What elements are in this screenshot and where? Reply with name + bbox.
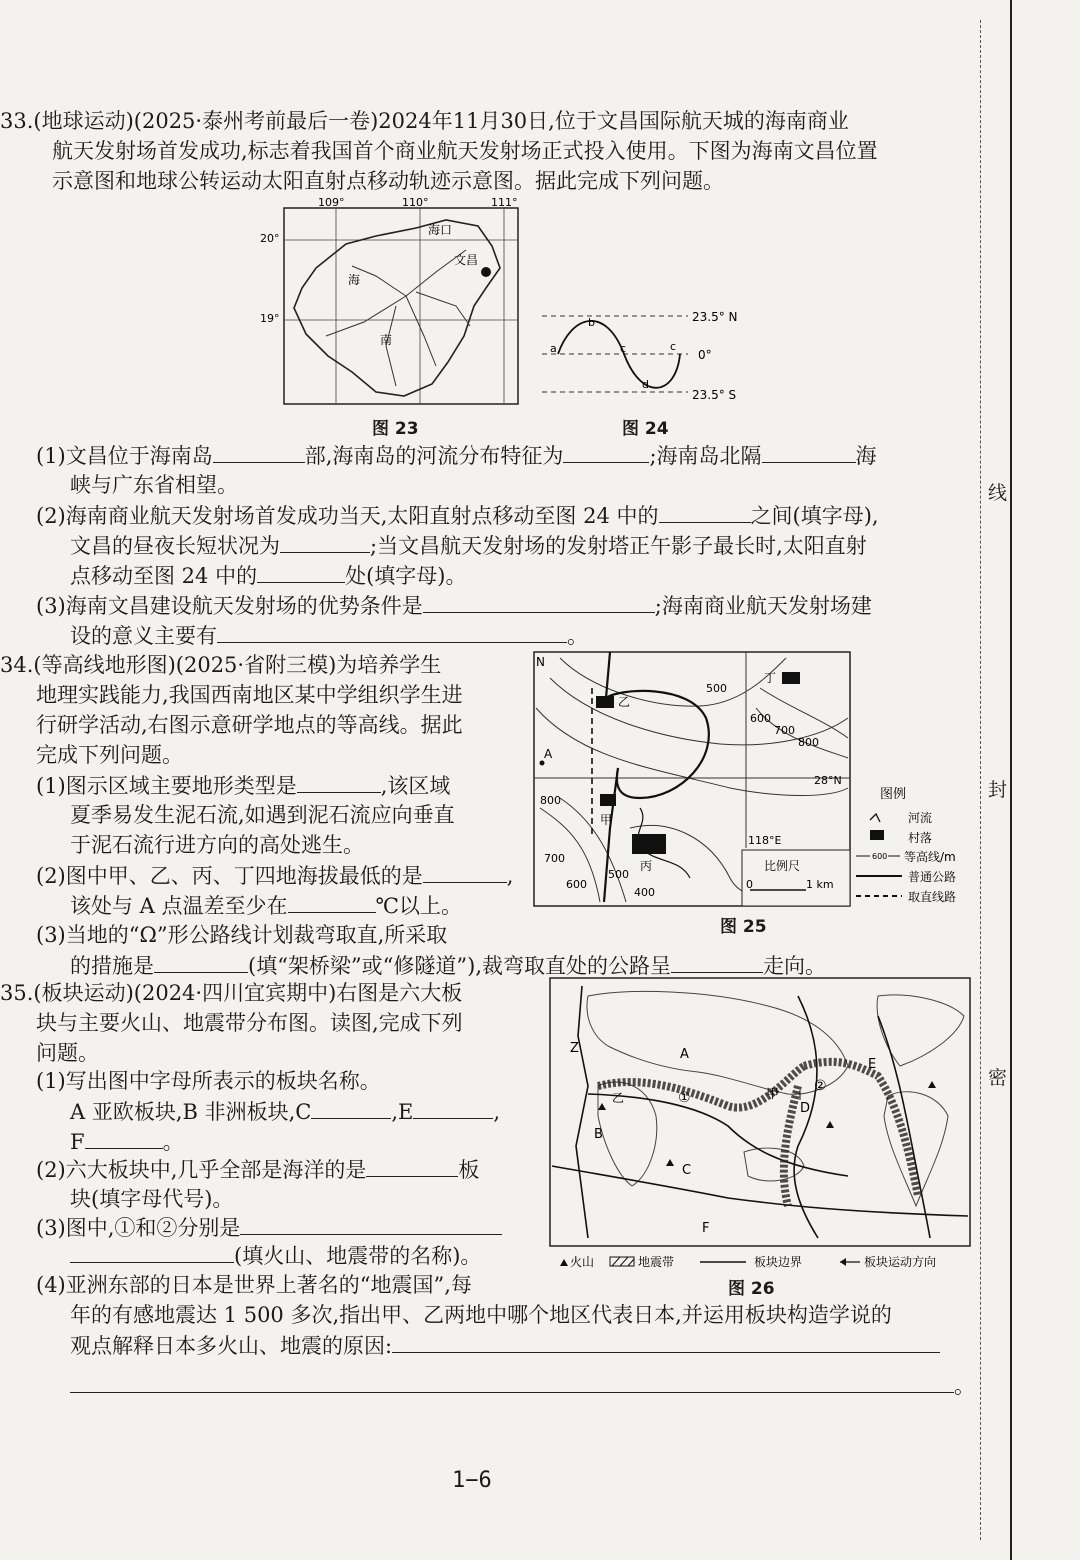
equator-label: 0° [698, 348, 712, 362]
binding-solid-line [1010, 0, 1012, 1560]
q35-blank-f[interactable] [85, 1126, 163, 1149]
q35-sub3-line1: (3)图中,①和②分别是 [36, 1212, 502, 1243]
legend-village: 村落 [908, 831, 933, 845]
scale-one-km: 1 km [806, 878, 834, 891]
label-haikou: 海口 [428, 223, 453, 237]
q33-line1: 33.(地球运动)(2025·泰州考前最后一卷)2024年11月30日,位于文昌国际航天城的海南商业 [0, 109, 849, 133]
marker-2: ② [814, 1078, 827, 1094]
plate-d: D [800, 1101, 811, 1116]
label-jia: 甲 [766, 1087, 780, 1102]
q34-blank-4[interactable] [154, 950, 248, 973]
contour-500-a: 500 [706, 682, 727, 695]
wenchang-launch-site-marker [481, 267, 491, 277]
q34-line2: 地理实践能力,我国西南地区某中学组织学生进 [36, 683, 463, 707]
q33-sub2-line3: 点移动至图 24 中的 处(填字母)。 [70, 560, 466, 591]
label-wenchang: 文昌 [454, 253, 479, 267]
q35-sub3-line2: (填火山、地震带的名称)。 [70, 1240, 481, 1271]
legend-straight-route: 取直线路 [908, 890, 957, 904]
label-z: Z [570, 1041, 579, 1056]
figure-25-caption: 图 25 [720, 917, 767, 937]
label-jia: 甲 [600, 813, 613, 827]
label-nan: 南 [380, 333, 393, 347]
contour-600-b: 600 [566, 878, 587, 891]
lon-110: 110° [402, 196, 429, 209]
binding-char-line: 线 [988, 482, 1008, 504]
point-c1: c [620, 342, 627, 355]
point-c2: c [670, 340, 677, 353]
q34-sub3-line2: 的措施是 (填“架桥梁”或“修隧道”),裁弯取直处的公路呈 走向。 [70, 950, 826, 981]
contour-700-a: 700 [774, 724, 795, 737]
village-yi-marker [596, 696, 614, 708]
scale-title: 比例尺 [764, 859, 801, 873]
q35-blank-belts-1[interactable] [240, 1212, 502, 1235]
page-number: 1−6 [452, 1468, 492, 1493]
village-ding-marker [782, 672, 800, 684]
q35-blank-ocean-plate[interactable] [366, 1154, 458, 1177]
q33-sub3-line1: (3)海南文昌建设航天发射场的优势条件是 ;海南商业航天发射场建 [36, 590, 872, 621]
lon-111: 111° [491, 196, 518, 209]
contour-700-b: 700 [544, 852, 565, 865]
legend-title: 图例 [880, 787, 907, 802]
q35-sub4-line2: 年的有感地震达 1 500 多次,指出甲、乙两地中哪个地区代表日本,并运用板块构造学说的 [70, 1303, 892, 1327]
plate-a: A [680, 1047, 689, 1062]
q33-sub3-line2: 设的意义主要有 。 [70, 620, 588, 651]
figure-24-subsolar-track [538, 304, 758, 408]
q35-sub4-line3: 观点解释日本多火山、地震的原因: [70, 1330, 940, 1361]
label-yi: 乙 [612, 1091, 625, 1105]
contour-500-b: 500 [608, 868, 629, 881]
scale-zero: 0 [746, 878, 753, 891]
q35-line3: 问题。 [36, 1041, 99, 1065]
legend-contour: 等高线/m [904, 850, 956, 864]
q33-line3: 示意图和地球公转运动太阳直射点移动轨迹示意图。据此完成下列问题。 [52, 169, 724, 193]
q33-blank-5[interactable] [280, 530, 370, 553]
label-hai: 海 [348, 273, 361, 287]
q33-sub1-line2: 峡与广东省相望。 [70, 473, 238, 497]
q34-blank-1[interactable] [297, 770, 381, 793]
q35-line1: 35.(板块运动)(2024·四川宜宾期中)右图是六大板 [0, 981, 463, 1005]
q35-sub1-line1: (1)写出图中字母所表示的板块名称。 [36, 1069, 381, 1093]
binding-char-secret: 密 [988, 1067, 1008, 1089]
label-bing: 丙 [640, 859, 653, 873]
plate-c: C [682, 1163, 692, 1178]
legend-volcano: 火山 [570, 1255, 595, 1269]
lat-20: 20° [260, 232, 280, 245]
q34-sub1-line3: 于泥石流行进方向的高处逃生。 [70, 833, 364, 857]
figure-23-hainan-map [256, 196, 526, 412]
label-yi: 乙 [618, 695, 631, 709]
figure-23-caption: 图 23 [372, 419, 419, 439]
plate-e: E [868, 1057, 877, 1072]
q35-sub2-line1: (2)六大板块中,几乎全部是海洋的是 板 [36, 1154, 479, 1185]
q35-line2: 块与主要火山、地震带分布图。读图,完成下列 [36, 1011, 463, 1035]
village-jia-marker [600, 794, 616, 806]
road-omega-loop [604, 652, 709, 902]
q35-sub2-line2: 块(填字母代号)。 [70, 1187, 234, 1211]
point-a-label: A [544, 747, 553, 761]
q34-sub3-line1: (3)当地的“Ω”形公路线计划裁弯取直,所采取 [36, 923, 448, 947]
q35-blank-belts-2[interactable] [70, 1240, 234, 1263]
legend-road: 普通公路 [908, 870, 957, 884]
q33-sub2-line2: 文昌的昼夜长短状况为 ;当文昌航天发射场的发射塔正午影子最长时,太阳直射 [70, 530, 867, 561]
figure-26-plate-map [548, 976, 976, 1272]
legend-contour-value: 600 [872, 852, 888, 861]
q34-line3: 行研学活动,右图示意研学地点的等高线。据此 [36, 713, 463, 737]
q34-sub2-line1: (2)图中甲、乙、丙、丁四地海拔最低的是 , [36, 860, 513, 891]
contour-600-a: 600 [750, 712, 771, 725]
village-bing-marker [632, 834, 666, 854]
q33-line2: 航天发射场首发成功,标志着我国首个商业航天发射场正式投入使用。下图为海南文昌位置 [52, 139, 878, 163]
lat-28n: 28°N [814, 774, 842, 787]
q33-sub2-line1: (2)海南商业航天发射场首发成功当天,太阳直射点移动至图 24 中的 之间(填字母), [36, 500, 879, 531]
q33-blank-7[interactable] [423, 590, 655, 613]
point-a: a [550, 342, 557, 355]
tropic-south-label: 23.5° S [692, 388, 737, 402]
q34-line1: 34.(等高线地形图)(2025·省附三模)为培养学生 [0, 653, 442, 677]
binding-char-seal: 封 [988, 779, 1008, 801]
q35-blank-c[interactable] [311, 1096, 391, 1119]
q34-blank-2[interactable] [423, 860, 507, 883]
point-b: b [588, 316, 595, 329]
q35-blank-japan-2[interactable] [70, 1370, 954, 1393]
legend-quake-belt: 地震带 [638, 1255, 675, 1269]
contour-800-a: 800 [798, 736, 819, 749]
legend-plate-boundary: 板块边界 [754, 1255, 803, 1269]
point-d: d [642, 378, 649, 391]
lon-118e: 118°E [748, 834, 782, 847]
north-arrow: N [536, 655, 545, 669]
q34-blank-3[interactable] [288, 890, 376, 913]
tropic-north-label: 23.5° N [692, 310, 738, 324]
lat-19: 19° [260, 312, 280, 325]
q34-sub2-line2: 该处与 A 点温差至少在 ℃以上。 [70, 890, 462, 921]
q34-sub1-line1: (1)图示区域主要地形类型是 ,该区域 [36, 770, 450, 801]
q34-blank-5[interactable] [671, 950, 763, 973]
q33-blank-8[interactable] [217, 620, 567, 643]
q33-blank-2[interactable] [563, 440, 649, 463]
plate-f: F [702, 1221, 710, 1236]
q35-blank-japan-1[interactable] [392, 1330, 940, 1353]
q33-sub1-line1: (1)文昌位于海南岛 部,海南岛的河流分布特征为 ;海南岛北隔 海 [36, 440, 877, 471]
q33-blank-4[interactable] [659, 500, 751, 523]
hainan-island-outline [294, 220, 500, 396]
q34-sub1-line2: 夏季易发生泥石流,如遇到泥石流应向垂直 [70, 803, 455, 827]
figure-25-contour-map [530, 648, 980, 910]
plate-b: B [594, 1127, 603, 1142]
figure-24-caption: 图 24 [622, 419, 669, 439]
legend-plate-motion: 板块运动方向 [864, 1255, 937, 1269]
q33-blank-3[interactable] [762, 440, 856, 463]
marker-1: ① [678, 1090, 691, 1106]
q33-blank-1[interactable] [213, 440, 305, 463]
binding-dashed-line [980, 20, 981, 1540]
q35-sub4-line4: 。 [70, 1370, 975, 1401]
q35-sub4-line1: (4)亚洲东部的日本是世界上著名的“地震国”,每 [36, 1273, 472, 1297]
q35-blank-e[interactable] [413, 1096, 493, 1119]
q34-line4: 完成下列问题。 [36, 743, 183, 767]
lon-109: 109° [318, 196, 345, 209]
contour-800-b: 800 [540, 794, 561, 807]
figure-26-caption: 图 26 [728, 1279, 775, 1299]
legend-river: 河流 [908, 811, 933, 825]
q33-blank-6[interactable] [257, 560, 345, 583]
q35-sub1-line3: F 。 [70, 1126, 184, 1157]
contour-400: 400 [634, 886, 655, 899]
label-ding: 丁 [764, 671, 777, 685]
q35-sub1-line2: A 亚欧板块,B 非洲板块,C ,E , [70, 1096, 500, 1127]
